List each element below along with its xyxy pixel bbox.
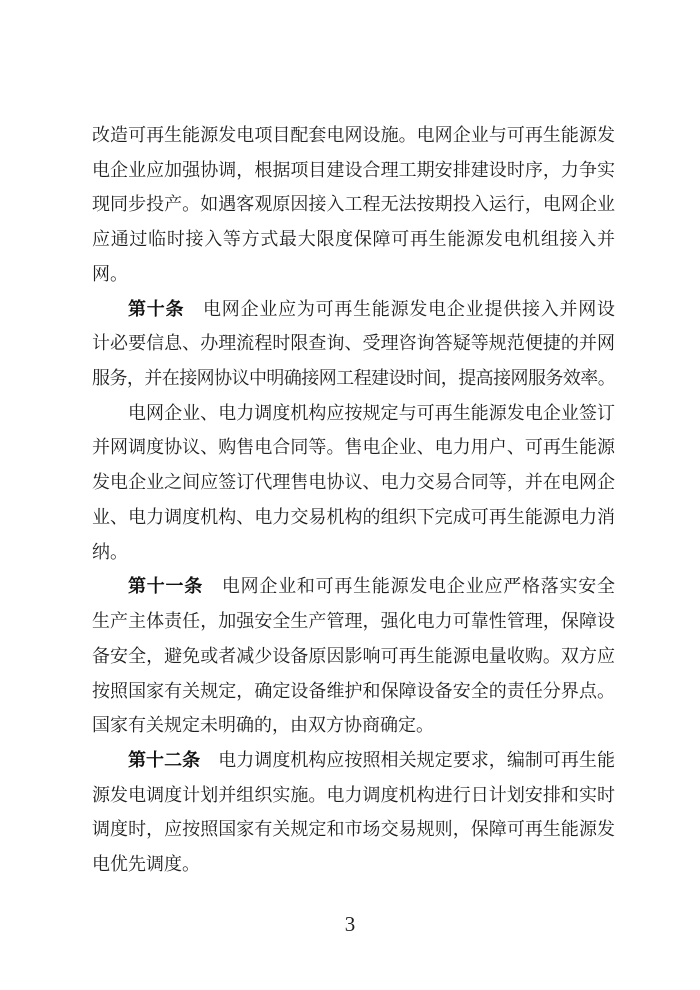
text-line: 电企业应加强协调，根据项目建设合理工期安排建设时序，力争实 bbox=[92, 159, 615, 180]
text-line: 纳。 bbox=[92, 541, 128, 562]
text-line: 电优先调度。 bbox=[92, 854, 200, 875]
text-line: 生产主体责任，加强安全生产管理，强化电力可靠性管理，保障设 bbox=[92, 611, 615, 632]
document-body bbox=[92, 118, 615, 882]
text-line: 源发电调度计划并组织实施。电力调度机构进行日计划安排和实时 bbox=[92, 784, 615, 805]
text-line: 电网企业、电力调度机构应按规定与可再生能源发电企业签订 bbox=[128, 402, 615, 423]
text-line: 调度时，应按照国家有关规定和市场交易规则，保障可再生能源发 bbox=[92, 819, 615, 840]
text-line: 计必要信息、办理流程时限查询、受理咨询答疑等规范便捷的并网 bbox=[92, 333, 615, 354]
text-line: 改造可再生能源发电项目配套电网设施。电网企业与可再生能源发 bbox=[92, 125, 615, 145]
text-line: 备安全，避免或者减少设备原因影响可再生能源电量收购。双方应 bbox=[92, 645, 615, 666]
text-line: 网。 bbox=[92, 263, 128, 284]
article-number: 第十一条 bbox=[128, 576, 222, 597]
text-line: 第十一条 电网企业和可再生能源发电企业应严格落实安全 bbox=[128, 576, 616, 597]
text-line: 现同步投产。如遇客观原因接入工程无法按期投入运行，电网企业 bbox=[92, 194, 615, 215]
text-line: 第十条 电网企业应为可再生能源发电企业提供接入并网设 bbox=[128, 298, 616, 319]
article-number: 第十二条 bbox=[128, 749, 219, 770]
text-line: 第十二条 电力调度机构应按照相关规定要求，编制可再生能 bbox=[128, 749, 616, 770]
text-line: 发电企业之间应签订代理售电协议、电力交易合同等，并在电网企 bbox=[92, 472, 615, 493]
article-number: 第十条 bbox=[128, 298, 204, 319]
text-line: 业、电力调度机构、电力交易机构的组织下完成可再生能源电力消 bbox=[92, 506, 615, 527]
text-line: 服务，并在接网协议中明确接网工程建设时间，提高接网服务效率。 bbox=[92, 368, 615, 389]
text-line: 按照国家有关规定，确定设备维护和保障设备安全的责任分界点。 bbox=[92, 680, 615, 701]
text-line: 国家有关规定未明确的，由双方协商确定。 bbox=[92, 715, 434, 736]
page-number: 3 bbox=[344, 912, 356, 936]
text-line: 并网调度协议、购售电合同等。售电企业、电力用户、可再生能源 bbox=[92, 437, 615, 458]
text-line: 应通过临时接入等方式最大限度保障可再生能源发电机组接入并 bbox=[92, 229, 615, 250]
